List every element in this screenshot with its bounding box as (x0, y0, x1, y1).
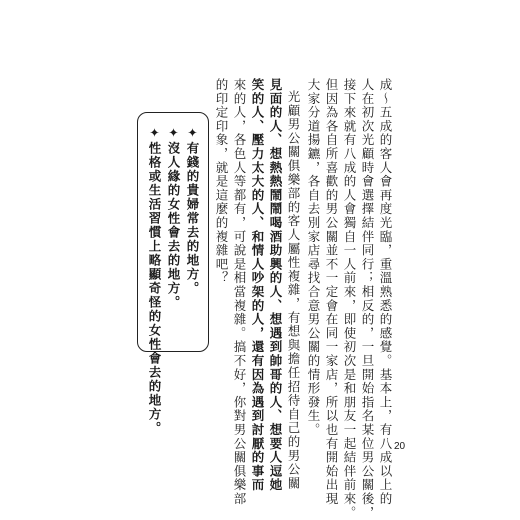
sidebar-list (145, 125, 202, 436)
text-column: 成～五成的客人會再度光臨，重溫熟悉的感覺。基本上，有八成以上的 (378, 78, 393, 506)
text-normal: 光顧男公關俱樂部的客人屬性複雜，有想與擔任招待自己的男公關 (286, 90, 301, 491)
page-number: 20 (394, 441, 406, 452)
sidebar-item: ✦沒人緣的女性會去的地方。 (166, 125, 181, 310)
text-column: 來的人，各色人等都有，可說是相當複雜。搞不好，你對男公關俱樂部 (232, 78, 247, 506)
bold-text-column: 見面的人、想熱熱鬧鬧喝酒助興的人、想遇到帥哥的人、想要人逗她 (268, 78, 283, 492)
text-column (284, 90, 302, 490)
text-column: 大家分道揚鑣，各自去別家店尋找合意男公關的情形發生。 (306, 78, 321, 437)
sidebar-item: ✦有錢的貴婦常去的地方。 (185, 125, 200, 296)
text-column: 人在初次光顧時會選擇結伴同行；相反的，一旦開始指名某位男公關後， (360, 78, 375, 520)
text-column: 的印定印象，就是這麼的複雜吧？ (214, 78, 229, 285)
sidebar-box (137, 112, 209, 436)
sidebar-item: ✦性格或生活習慣上略顯奇怪的女性會去的地方。 (147, 125, 162, 436)
bold-text-column: 笑的人、壓力太大的人、和情人吵架的人，還有因為遇到討厭的事而 (250, 78, 265, 492)
text-column: 接下來就有八成的人會獨自一人前來，即使初次是和朋友一起結伴前來。 (342, 78, 357, 520)
text-column: 但因為各自所喜歡的男公關並不一定會在同一家店，所以也有開始出現 (324, 78, 339, 506)
